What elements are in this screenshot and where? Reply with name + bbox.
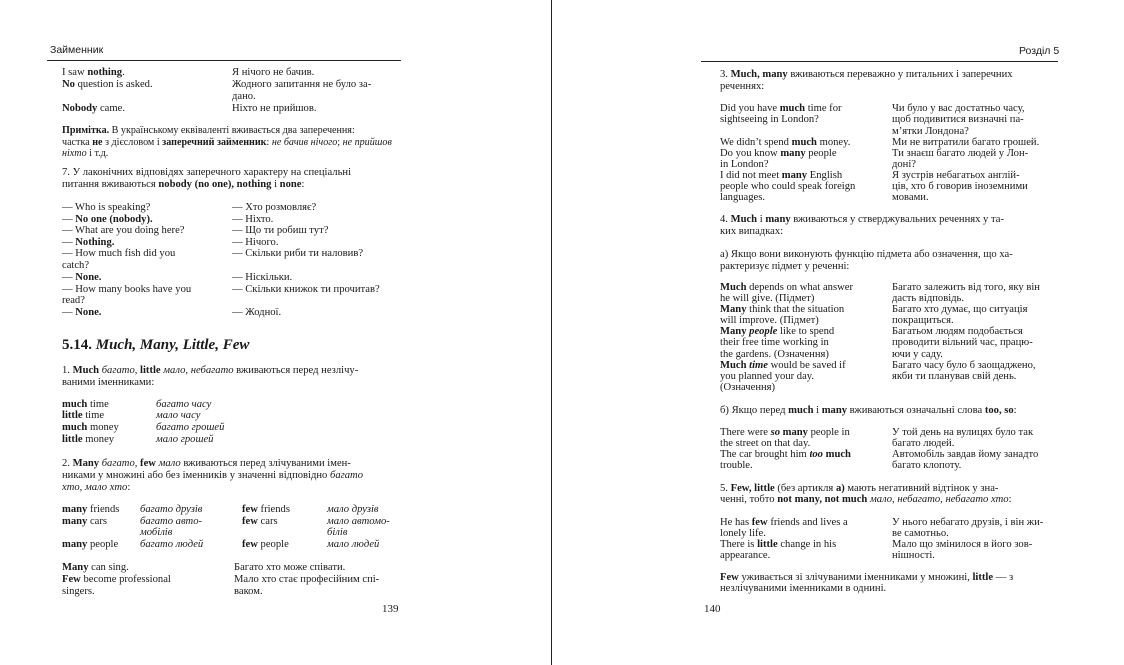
right-text-line: покращиться. [892, 315, 954, 326]
right-text-line: 4. Much і many вживаються у стверджувальних реченнях у та- [720, 214, 1004, 225]
right-text-line: ців, хто б говорив іноземними [892, 181, 1028, 192]
right-text-line: Багато хто думає, що ситуація [892, 304, 1028, 315]
right-text-line: щоб подивитися визначні па- [892, 114, 1024, 125]
left-text-line: little money [62, 434, 115, 445]
left-text-line: мобілів [140, 527, 173, 538]
left-text-line: багато друзів [140, 504, 203, 515]
left-text-line: I saw nothing. [62, 67, 125, 78]
right-page-number: 140 [704, 603, 721, 615]
left-text-line: багато часу [156, 399, 212, 410]
right-text-line: he will give. (Підмет) [720, 293, 815, 304]
left-text-line: 5.14. Much, Many, Little, Few [62, 337, 250, 353]
right-text-line: Few уживається зі злічуваними іменниками у множині, little — з [720, 572, 1014, 583]
left-text-line: No question is asked. [62, 79, 153, 90]
right-text-line: languages. [720, 192, 766, 203]
left-text-line: Багато хто може співати. [234, 562, 346, 573]
left-text-line: — Скільки книжок ти прочитав? [232, 284, 380, 295]
right-text-line: people who could speak foreign [720, 181, 856, 192]
right-text-line: Much time would be saved if [720, 360, 846, 371]
left-text-line: — Скільки риби ти наловив? [232, 248, 364, 259]
left-text-line: мало людей [327, 539, 380, 550]
right-text-line: 5. Few, little (без артикля a) мають негативний відтінок у зна- [720, 483, 999, 494]
right-text-line: нішності. [892, 550, 935, 561]
left-text-line: багато грошей [156, 422, 225, 433]
right-text-line: in London? [720, 159, 769, 170]
left-page [0, 0, 552, 665]
left-text-line: Ніхто не прийшов. [232, 103, 317, 114]
book-gutter-line [551, 0, 552, 665]
left-text-line: дано. [232, 91, 256, 102]
right-page [553, 0, 1124, 665]
left-text-line: питання вживаються nobody (no one), nothing і none: [62, 179, 305, 190]
left-text-line: — None. [62, 307, 102, 318]
right-text-line: реченнях: [720, 81, 765, 92]
right-text-line: ких випадках: [720, 226, 784, 237]
left-text-line: ніхто і т.д. [62, 148, 109, 159]
right-text-line: б) Якщо перед much і many вживаються означальні слова too, so: [720, 405, 1017, 416]
left-text-line: Nobody came. [62, 103, 125, 114]
left-header-rule [47, 60, 401, 61]
right-text-line: you planned your day. [720, 371, 815, 382]
left-text-line: — No one (nobody). [62, 214, 153, 225]
right-text-line: ючи у саду. [892, 349, 943, 360]
right-text-line: Many think that the situation [720, 304, 845, 315]
right-text-line: Я зустрів небагатьох англій- [892, 170, 1020, 181]
left-text-line: — Що ти робиш тут? [232, 225, 329, 236]
left-text-line: little time [62, 410, 105, 421]
right-text-line: Багато часу було б заощаджено, [892, 360, 1036, 371]
right-text-line: Багатьом людям подобається [892, 326, 1023, 337]
left-text-line: much time [62, 399, 109, 410]
left-text-line: — How much fish did you [62, 248, 176, 259]
right-text-line: ченні, тобто not many, not much мало, небагато, небагато хто: [720, 494, 1012, 505]
right-text-line: lonely life. [720, 528, 766, 539]
left-text-line: few people [242, 539, 289, 550]
left-text-line: багато авто- [140, 516, 203, 527]
left-text-line: ваком. [234, 586, 263, 597]
left-text-line: 2. Many багато, few мало вживаються перед злічуваними імен- [62, 458, 351, 469]
left-text-line: many people [62, 539, 119, 550]
left-text-line: few friends [242, 504, 290, 515]
left-text-line: частка не з дієсловом і заперечний займенник: не бачив нічого; не прийшов [62, 137, 392, 148]
right-text-line: проводити вільний час, працю- [892, 337, 1033, 348]
left-text-line: 7. У лаконічних відповідях заперечного характеру на спеціальні [62, 167, 352, 178]
left-header-title: Займенник [50, 44, 104, 56]
right-text-line: Багато залежить від того, яку він [892, 282, 1040, 293]
left-text-line: Примітка. В українському еквіваленті вживається два заперечення: [62, 125, 355, 136]
right-text-line: Автомобіль завдав йому занадто [892, 449, 1039, 460]
right-text-line: There is little change in his [720, 539, 837, 550]
right-text-line: ве самотньо. [892, 528, 949, 539]
right-header-rule [701, 61, 1058, 62]
left-text-line: — Хто розмовляє? [232, 202, 317, 213]
left-page-number: 139 [382, 603, 399, 615]
left-text-line: — Nothing. [62, 237, 115, 248]
right-text-line: рактеризує підмет у реченні: [720, 261, 850, 272]
right-text-line: their free time working in [720, 337, 829, 348]
right-text-line: 3. Much, many вживаються переважно у питальних і заперечних [720, 69, 1013, 80]
left-text-line: Few become professional [62, 574, 171, 585]
right-header-title: Розділ 5 [1019, 45, 1060, 57]
left-text-line: — Ніхто. [232, 214, 274, 225]
left-text-line: мало грошей [156, 434, 214, 445]
left-text-line: мало часу [156, 410, 201, 421]
left-text-line: білів [327, 527, 348, 538]
right-text-line: will improve. (Підмет) [720, 315, 819, 326]
left-text-line: catch? [62, 260, 90, 271]
right-text-line: trouble. [720, 460, 753, 471]
right-text-line: Many people like to spend [720, 326, 835, 337]
left-text-line: — Нічого. [232, 237, 279, 248]
right-text-line: Мало що змінилося в його зов- [892, 539, 1033, 550]
left-text-line: few cars [242, 516, 278, 527]
right-text-line: а) Якщо вони виконують функцію підмета або означення, що ха- [720, 249, 1013, 260]
right-text-line: Ми не витратили багато грошей. [892, 137, 1040, 148]
right-text-line: the gardens. (Означення) [720, 349, 829, 360]
left-text-line: Many can sing. [62, 562, 129, 573]
right-text-line: There were so many people in [720, 427, 850, 438]
left-text-line: Мало хто стає професійним спі- [234, 574, 380, 585]
right-text-line: appearance. [720, 550, 771, 561]
right-text-line: Чи було у вас достатньо часу, [892, 103, 1025, 114]
left-text-line: — Жодної. [232, 307, 282, 318]
right-text-line: Do you know many people [720, 148, 837, 159]
right-text-line: I did not meet many English [720, 170, 843, 181]
right-text-line: Ти знаєш багато людей у Лон- [892, 148, 1029, 159]
right-text-line: The car brought him too much [720, 449, 851, 460]
right-text-line: (Означення) [720, 382, 776, 393]
left-text-line: — Who is speaking? [62, 202, 151, 213]
right-text-line: sightseeing in London? [720, 114, 819, 125]
left-text-line: хто, мало хто: [62, 482, 131, 493]
right-text-line: багато клопоту. [892, 460, 962, 471]
left-text-line: many cars [62, 516, 108, 527]
left-text-line: — How many books have you [62, 284, 192, 295]
right-text-line: He has few friends and lives a [720, 517, 848, 528]
right-text-line: м’ятки Лондона? [892, 126, 969, 137]
left-text-line: ваними іменниками: [62, 377, 155, 388]
right-text-line: дасть відповідь. [892, 293, 965, 304]
left-text-line: мало друзів [327, 504, 379, 515]
right-text-line: the street on that day. [720, 438, 811, 449]
right-text-line: У нього небагато друзів, і він жи- [892, 517, 1044, 528]
left-text-line: read? [62, 295, 85, 306]
left-text-line: багато людей [140, 539, 204, 550]
left-text-line: — What are you doing here? [62, 225, 185, 236]
left-text-line: much money [62, 422, 119, 433]
left-text-line: singers. [62, 586, 95, 597]
right-text-line: У той день на вулицях було так [892, 427, 1034, 438]
right-text-line: багато людей. [892, 438, 955, 449]
left-text-line: 1. Much багато, little мало, небагато вживаються перед незлічу- [62, 365, 359, 376]
left-text-line: — None. [62, 272, 102, 283]
left-text-line: many friends [62, 504, 120, 515]
left-text-line: Жодного запитання не було за- [232, 79, 372, 90]
left-text-line: — Нiскiльки. [232, 272, 293, 283]
right-text-line: Did you have much time for [720, 103, 842, 114]
right-text-line: якби ти планував свій день. [892, 371, 1017, 382]
right-text-line: мовами. [892, 192, 929, 203]
left-text-line: мало автомо- [327, 516, 390, 527]
left-text-line: никами у множині або без іменників у значенні відповідно багато [62, 470, 364, 481]
right-text-line: Much depends on what answer [720, 282, 853, 293]
left-text-line: Я нічого не бачив. [232, 67, 315, 78]
right-text-line: незлічуваними іменниками в однині. [720, 583, 887, 594]
right-text-line: We didn’t spend much money. [720, 137, 851, 148]
right-text-line: доні? [892, 159, 917, 170]
